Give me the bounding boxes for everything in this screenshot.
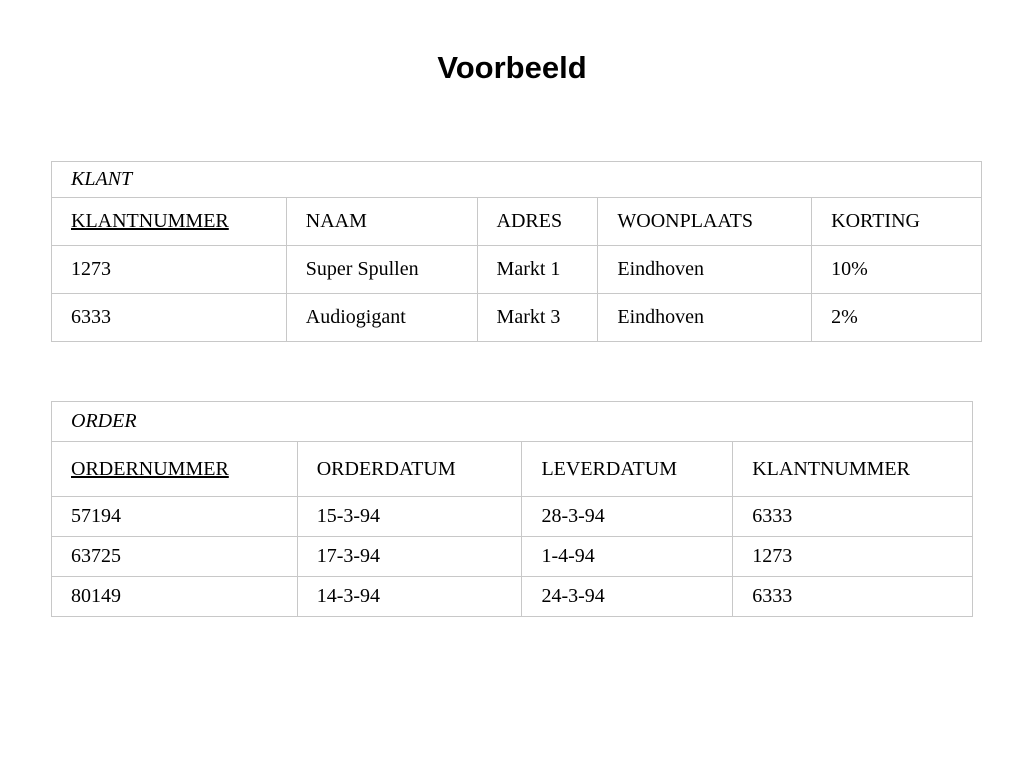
- table-cell: 1-4-94: [522, 537, 733, 577]
- table-header-row: [52, 442, 973, 497]
- table-row: [52, 246, 982, 294]
- table-caption: ORDER: [52, 402, 973, 442]
- table-cell: 10%: [812, 246, 982, 294]
- table-cell: Eindhoven: [598, 246, 812, 294]
- table-row: [52, 497, 973, 537]
- table-cell: 1273: [733, 537, 973, 577]
- table-cell: Audiogigant: [286, 294, 477, 342]
- table-header-row: [52, 198, 982, 246]
- primary-key-header: KLANTNUMMER: [52, 198, 287, 246]
- table-cell: 15-3-94: [297, 497, 522, 537]
- primary-key-header: ORDERNUMMER: [52, 442, 298, 497]
- table-cell: 14-3-94: [297, 577, 522, 617]
- table-cell: 6333: [733, 577, 973, 617]
- column-header: KLANTNUMMER: [733, 442, 973, 497]
- table-cell: 6333: [52, 294, 287, 342]
- table-cell: 17-3-94: [297, 537, 522, 577]
- table-row: [52, 294, 982, 342]
- column-header: NAAM: [286, 198, 477, 246]
- table-cell: 24-3-94: [522, 577, 733, 617]
- table-cell: Markt 1: [477, 246, 598, 294]
- column-header: WOONPLAATS: [598, 198, 812, 246]
- table-cell: Eindhoven: [598, 294, 812, 342]
- table-caption: KLANT: [52, 162, 982, 198]
- table-caption-row: [52, 162, 982, 198]
- column-header: KORTING: [812, 198, 982, 246]
- order-table: [51, 401, 973, 617]
- table-cell: 80149: [52, 577, 298, 617]
- table-cell: 2%: [812, 294, 982, 342]
- table-cell: 6333: [733, 497, 973, 537]
- table-cell: 1273: [52, 246, 287, 294]
- table-cell: 57194: [52, 497, 298, 537]
- table-cell: 28-3-94: [522, 497, 733, 537]
- table-row: [52, 537, 973, 577]
- table-caption-row: [52, 402, 973, 442]
- column-header: LEVERDATUM: [522, 442, 733, 497]
- table-cell: Super Spullen: [286, 246, 477, 294]
- page-title: Voorbeeld: [437, 50, 587, 85]
- table-cell: 63725: [52, 537, 298, 577]
- column-header: ADRES: [477, 198, 598, 246]
- column-header: ORDERDATUM: [297, 442, 522, 497]
- table-cell: Markt 3: [477, 294, 598, 342]
- klant-table: [51, 161, 982, 342]
- table-row: [52, 577, 973, 617]
